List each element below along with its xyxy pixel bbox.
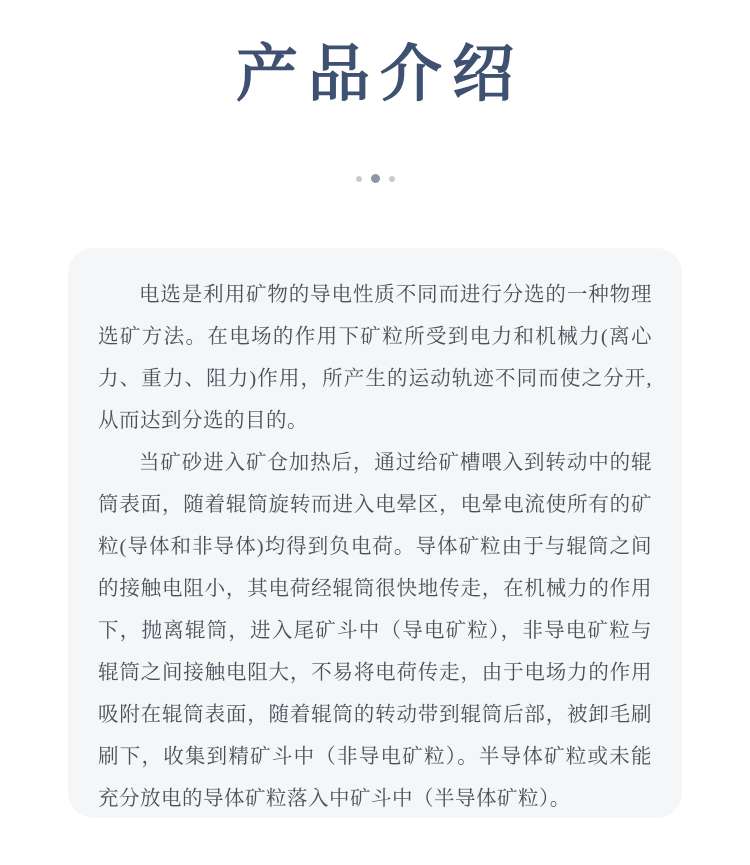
paragraph-2: 当矿砂进入矿仓加热后，通过给矿槽喂入到转动中的辊筒表面，随着辊筒旋转而进入电晕区，电晕电流使所有的矿粒(导体和非导体)均得到负电荷。导体矿粒由于与辊筒之间的接触电阻小，其电荷经辊筒很快地传走，在机械力的作用下，抛离辊筒，进入尾矿斗中（导电矿粒），非导电矿粒与辊筒之间接触电阻大，不易将电荷传走，由于电场力的作用吸附在辊筒表面，随着辊筒的转动带到辊筒后部，被卸毛刷刷下，收集到精矿斗中（非导电矿粒）。半导体矿粒或未能充分放电的导体矿粒落入中矿斗中（半导体矿粒）。 <box>98 452 652 810</box>
carousel-dot-2-active[interactable] <box>371 174 380 183</box>
page-title: 产品介绍 <box>235 40 524 109</box>
paragraph-1: 电选是利用矿物的导电性质不同而进行分选的一种物理选矿方法。在电场的作用下矿粒所受到电力和机械力(离心力、重力、阻力)作用，所产生的运动轨迹不同而使之分开,从而达到分选的目的。 <box>98 284 652 432</box>
content-card <box>68 248 682 818</box>
carousel-dots[interactable] <box>0 174 750 183</box>
carousel-dot-3[interactable] <box>389 176 395 182</box>
carousel-dot-1[interactable] <box>356 176 362 182</box>
